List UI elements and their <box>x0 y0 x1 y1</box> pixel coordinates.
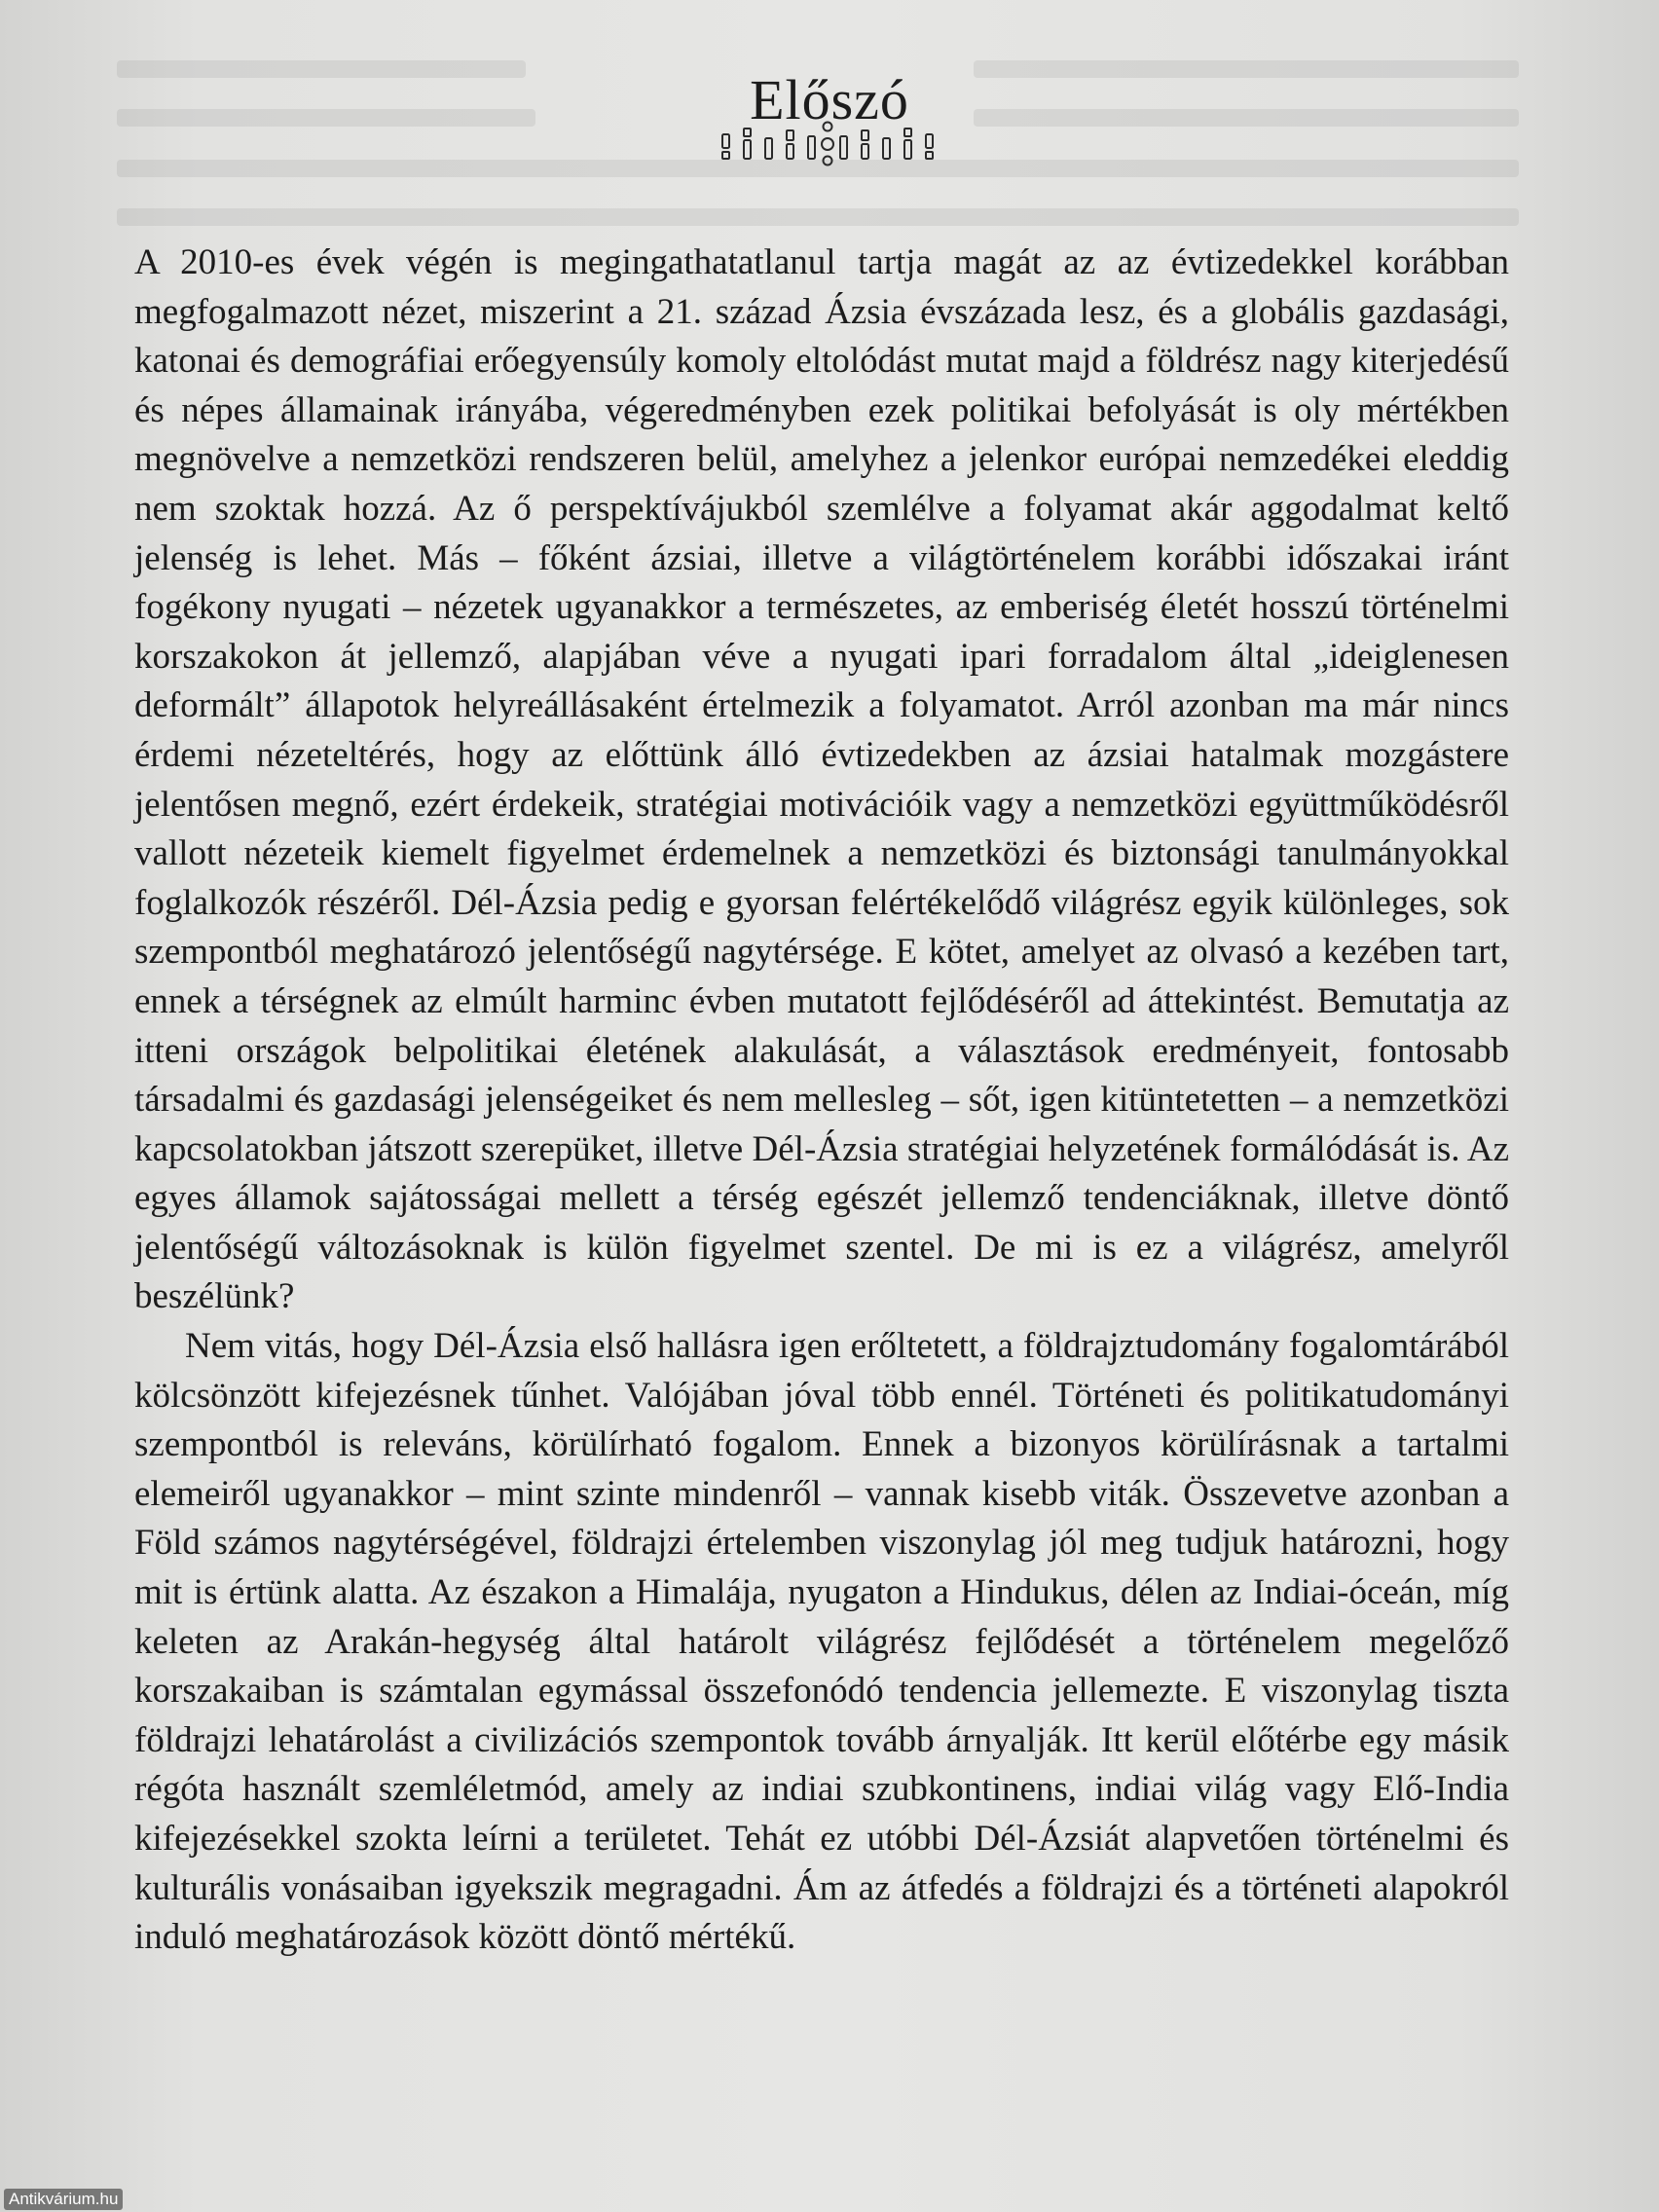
paragraph-2: Nem vitás, hogy Dél-Ázsia első hallásra igen erőltetett, a földrajztudomány fogalomtárából kölcsönzött kifejezésnek tűnhet. Valójában jóval több ennél. Történeti és politikatudományi szempontból is releváns, körülírható fogalom. Ennek a bizonyos körülírásnak a tartalmi elemeiről ugyanakkor – mint szinte mindenről – vannak kisebb viták. Összevetve azonban a Föld számos nagytérségével, földrajzi értelemben viszonylag jól meg tudjuk határozni, hogy mit is értünk alatta. Az északon a Himalája, nyugaton a Hindukus, délen az Indiai-óceán, míg keleten az Arakán-hegység által határolt világrész fejlődését a történelem megelőző korszakaiban is számtalan egymással összefonódó tendencia jellemezte. E viszonylag tiszta földrajzi lehatárolást a civilizációs szempontok tovább árnyalják. Itt kerül előtérbe egy másik régóta használt szemléletmód, amely az indiai szubkontinens, indiai világ vagy Elő-India kifejezésekkel szokta leírni a területet. Tehát ez utóbbi Dél-Ázsiát alapvetően történelmi és kulturális vonásaiban igyekszik megragadni. Ám az átfedés a földrajzi és a történeti alapokról induló meghatározások között döntő mértékű. <box>134 1326 1509 1958</box>
paragraph-1: A 2010-es évek végén is megingathatatlanul tartja magát az az évtizedekkel korábban megfogalmazott nézet, miszerint a 21. század Ázsia évszázada lesz, és a globális gazdasági, katonai és demográfiai erőegyensúly komoly eltolódást mutat majd a földrész nagy kiterjedésű és népes államainak irányába, végeredményben ezek politikai befolyását is oly mértékben megnövelve a nemzetközi rendszeren belül, amelyhez a jelenkor európai nemzedékei eleddig nem szoktak hozzá. Az ő perspektívájukból szemlélve a folyamat akár aggodalmat keltő jelenség is lehet. Más – főként ázsiai, illetve a világtörténelem korábbi időszakai iránt fogékony nyugati – nézetek ugyanakkor a természetes, az emberiség életét hosszú történelmi korszakokon át jellemző, alapjában véve a nyugati ipari forradalom által „ideiglenesen deformált” állapotok helyreállásaként értelmezik a folyamatot. Arról azonban ma már nincs érdemi nézeteltérés, hogy az előttünk álló évtizedekben az ázsiai hatalmak mozgástere jelentősen megnő, ezért érdekeik, stratégiai motivációik vagy a nemzetközi együttműködésről vallott nézeteik kiemelt figyelmet érdemelnek a nemzetközi és biztonsági tanulmányokkal foglalkozók részéről. Dél-Ázsia pedig e gyorsan felértékelődő világrész egyik különleges, sok szempontból meghatározó jelentőségű nagytérsége. E kötet, amelyet az olvasó a kezében tart, ennek a térségnek az elmúlt harminc évben mutatott fejlődéséről ad áttekintést. Bemutatja az itteni országok belpolitikai életének alakulását, a választások eredményeit, fontosabb társadalmi és gazdasági jelenségeiket és nem mellesleg – sőt, igen kitüntetetten – a nemzetközi kapcsolatokban játszott szerepüket, illetve Dél-Ázsia stratégiai helyzetének formálódását is. Az egyes államok sajátosságai mellett a térség egészét jellemző tendenciáknak, illetve döntő jelentőségű változásoknak is külön figyelmet szentel. De mi is ez a világrész, amelyről beszélünk? <box>134 242 1509 1317</box>
watermark-logo: Antikvárium.hu <box>4 2189 123 2210</box>
page-title: Előszó <box>750 67 909 131</box>
preface-body <box>134 239 1509 1963</box>
decorative-divider-ornament-icon <box>711 119 944 169</box>
